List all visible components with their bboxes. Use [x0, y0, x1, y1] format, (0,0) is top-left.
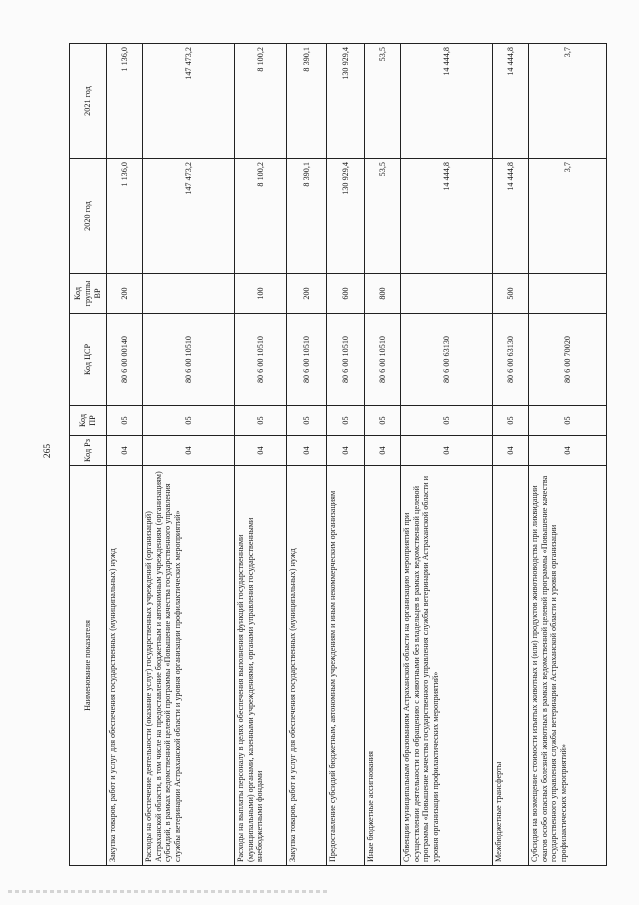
row-2021: 130 929,4 [327, 44, 365, 159]
row-pr: 05 [401, 406, 493, 436]
row-rz: 04 [107, 436, 143, 466]
row-pr: 05 [493, 406, 529, 436]
row-rz: 04 [401, 436, 493, 466]
row-2021: 14 444,8 [401, 44, 493, 159]
row-name: Расходы на обеспечение деятельности (оказание услуг) государственных учреждений (организаций) Астраханской области, в том числе на предоставление бюджетным и автономным учреждениям (организациям) субсидий, в рамках ведомственной целевой программы «Повышение качества государственного управления службы ветеринарии Астраханской области и уровня организации профилактических мероприятий» [143, 466, 235, 866]
row-2020: 53,5 [365, 159, 401, 274]
header-2020: 2020 год [70, 159, 107, 274]
row-pr: 05 [327, 406, 365, 436]
row-vr: 100 [235, 274, 287, 314]
row-2020: 8 390,1 [287, 159, 327, 274]
row-2020: 14 444,8 [401, 159, 493, 274]
row-vr [529, 274, 607, 314]
row-pr: 05 [529, 406, 607, 436]
table-header-row [70, 44, 107, 866]
table-row [529, 44, 607, 866]
row-vr: 500 [493, 274, 529, 314]
budget-table-container [69, 44, 599, 866]
row-rz: 04 [365, 436, 401, 466]
row-vr: 800 [365, 274, 401, 314]
row-csr: 80 6 00 10510 [235, 314, 287, 406]
row-2021: 3,7 [529, 44, 607, 159]
row-csr: 80 6 00 10510 [327, 314, 365, 406]
row-name: Межбюджетные трансферты [493, 466, 529, 866]
row-csr: 80 6 00 10510 [365, 314, 401, 406]
budget-table [69, 43, 607, 866]
table-row [365, 44, 401, 866]
row-rz: 04 [327, 436, 365, 466]
row-2021: 147 473,2 [143, 44, 235, 159]
row-csr: 80 6 00 00140 [107, 314, 143, 406]
row-csr: 80 6 00 63130 [401, 314, 493, 406]
row-csr: 80 6 00 10510 [287, 314, 327, 406]
row-rz: 04 [529, 436, 607, 466]
table-row [107, 44, 143, 866]
row-csr: 80 6 00 63130 [493, 314, 529, 406]
row-vr [143, 274, 235, 314]
row-name: Предоставление субсидий бюджетным, автономным учреждениям и иным некоммерческим организациям [327, 466, 365, 866]
scan-artifact-line [8, 890, 328, 893]
row-pr: 05 [365, 406, 401, 436]
row-csr: 80 6 00 10510 [143, 314, 235, 406]
table-row [287, 44, 327, 866]
row-name: Закупка товаров, работ и услуг для обеспечения государственных (муниципальных) нужд [107, 466, 143, 866]
row-2020: 3,7 [529, 159, 607, 274]
row-name: Иные бюджетные ассигнования [365, 466, 401, 866]
table-row [401, 44, 493, 866]
header-name: Наименование показателя [70, 466, 107, 866]
row-2021: 53,5 [365, 44, 401, 159]
header-csr: Код ЦСР [70, 314, 107, 406]
row-2021: 14 444,8 [493, 44, 529, 159]
header-pr: Код ПР [70, 406, 107, 436]
row-2020: 14 444,8 [493, 159, 529, 274]
row-2020: 8 100,2 [235, 159, 287, 274]
row-2020: 147 473,2 [143, 159, 235, 274]
row-2021: 8 390,1 [287, 44, 327, 159]
row-2020: 1 136,0 [107, 159, 143, 274]
row-vr: 200 [287, 274, 327, 314]
row-pr: 05 [107, 406, 143, 436]
row-name: Субвенции муниципальным образованиям Астраханской области на организацию мероприятий при осуществлении деятельности по обращению с животными без владельцев в рамках ведомственной целевой программы «Повышение качества государственного управления службы ветеринарии Астраханской области и уровня организации профилактических мероприятий» [401, 466, 493, 866]
row-rz: 04 [287, 436, 327, 466]
row-rz: 04 [235, 436, 287, 466]
table-row [493, 44, 529, 866]
row-name: Расходы на выплаты персоналу в целях обеспечения выполнения функций государственными (муниципальными) органами, казенными учреждениями, органами управления государственными внебюджетными фондами [235, 466, 287, 866]
row-name: Закупка товаров, работ и услуг для обеспечения государственных (муниципальных) нужд [287, 466, 327, 866]
row-pr: 05 [287, 406, 327, 436]
row-2021: 1 136,0 [107, 44, 143, 159]
header-rz: Код Рз [70, 436, 107, 466]
row-pr: 05 [235, 406, 287, 436]
row-vr: 600 [327, 274, 365, 314]
header-vr: Код группы ВР [70, 274, 107, 314]
row-vr: 200 [107, 274, 143, 314]
table-row [235, 44, 287, 866]
row-csr: 80 6 00 70020 [529, 314, 607, 406]
row-rz: 04 [143, 436, 235, 466]
table-row [327, 44, 365, 866]
table-row [143, 44, 235, 866]
row-pr: 05 [143, 406, 235, 436]
header-2021: 2021 год [70, 44, 107, 159]
row-rz: 04 [493, 436, 529, 466]
row-2021: 8 100,2 [235, 44, 287, 159]
page-number: 265 [43, 443, 53, 459]
row-2020: 130 929,4 [327, 159, 365, 274]
row-name: Субсидия на возмещение стоимости изъятых животных и (или) продуктов животноводства при ликвидации очагов особо опасных болезней животных в рамках ведомственной целевой программы «Повышение качества государственного управления службы ветеринарии Астраханской области и уровня организации профилактических мероприятий» [529, 466, 607, 866]
row-vr [401, 274, 493, 314]
